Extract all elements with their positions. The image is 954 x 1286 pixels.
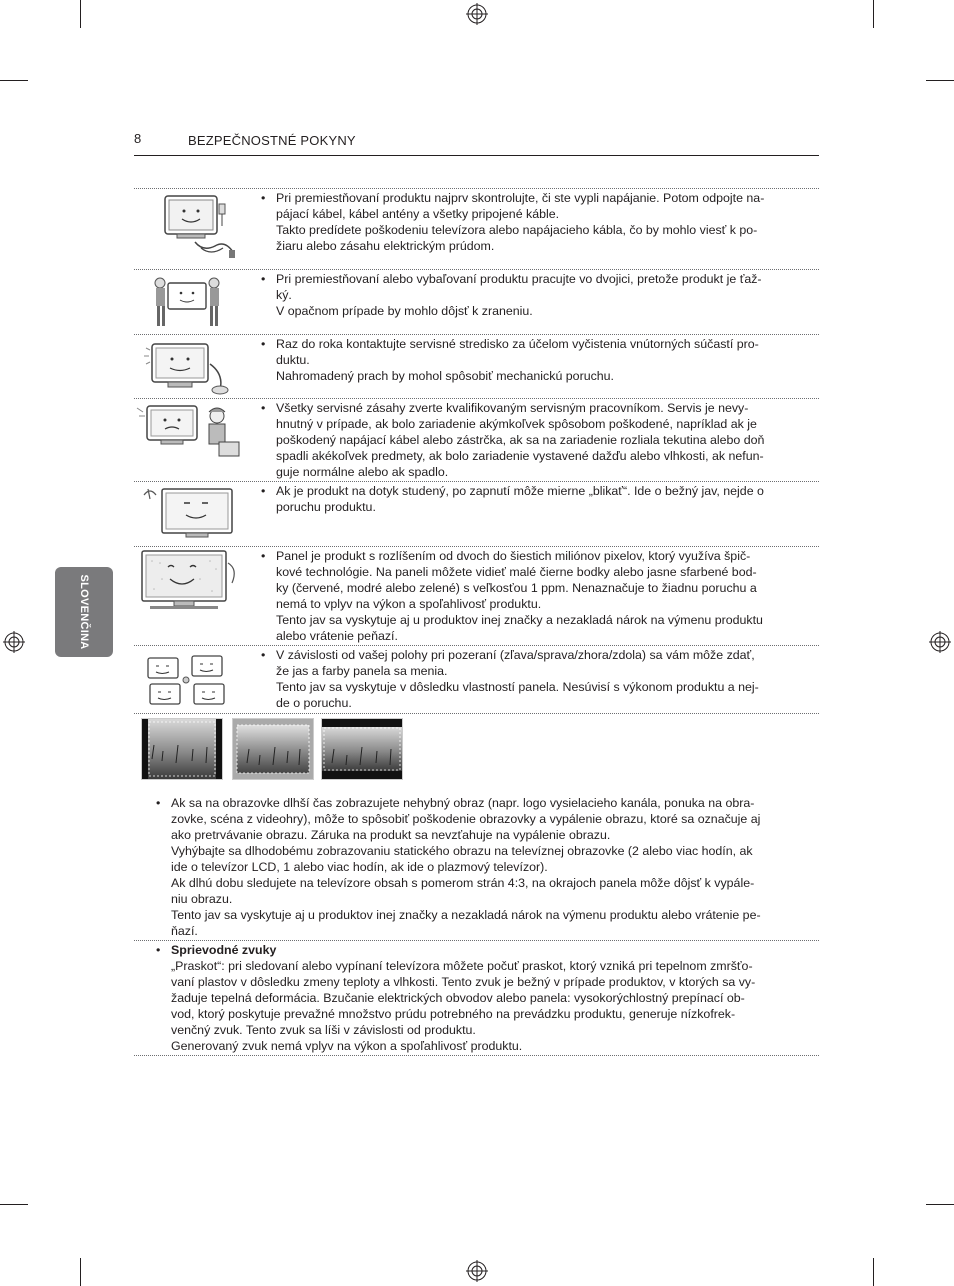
row-divider (134, 334, 819, 335)
row-divider (134, 1055, 819, 1056)
text-line: • Raz do roka kontaktujte servisné stredisko za účelom vyčistenia vnútorných súčastí pro- (276, 337, 759, 351)
text-line: • Ak je produkt na dotyk studený, po zapnutí môže mierne „blikať“. Ide o bežný jav, nejde o (276, 484, 764, 498)
row-divider (134, 398, 819, 399)
tv-service-technician-illustration (135, 402, 245, 464)
safety-item-7 (276, 647, 800, 711)
tv-pixel-panel-illustration (140, 549, 240, 613)
text-line: hnutný v prípade, ak bolo zariadenie akýmkoľvek spôsobom poškodené, napríklad ak je (276, 417, 757, 431)
text-line: ako pretrvávanie obrazu. Záruka na produkt sa nevzťahuje na vypálenie obrazu. (171, 828, 611, 842)
crop-mark (80, 1258, 81, 1286)
row-divider (134, 481, 819, 482)
text-line: Generovaný zvuk nemá vplyv na výkon a spoľahlivosť produktu. (171, 1039, 523, 1053)
tv-viewing-angles-illustration (142, 652, 232, 710)
language-tab-label: SLOVENČINA (78, 574, 90, 650)
crop-mark (0, 1204, 28, 1205)
text-line: Nahromadený prach by mohol spôsobiť mechanickú poruchu. (276, 369, 615, 383)
row-divider (134, 713, 819, 714)
sounds-heading: • Sprievodné zvuky (171, 943, 277, 957)
crop-mark (80, 0, 81, 28)
row-divider (134, 940, 819, 941)
text-line: • Pri premiestňovaní produktu najprv skontrolujte, či ste vypli napájanie. Potom odpojte na- (276, 191, 765, 205)
text-line: Ak dlhú dobu sledujete na televízore obsah s pomerom strán 4:3, na okrajoch panela môže dôjsť k vypále- (171, 876, 755, 890)
sounds-section (171, 942, 803, 1054)
burn-in-warning (171, 795, 803, 939)
text-line: že jas a farby panela sa menia. (276, 664, 448, 678)
safety-item-5 (276, 483, 800, 515)
safety-item-2 (276, 271, 800, 319)
safety-item-3 (276, 336, 800, 384)
safety-item-6 (276, 548, 800, 644)
registration-mark-icon (466, 3, 488, 25)
text-line: poruchu produktu. (276, 500, 376, 514)
row-divider (134, 269, 819, 270)
burn-in-photo-2 (232, 718, 314, 780)
two-people-carrying-tv-illustration (150, 273, 225, 329)
row-divider (134, 188, 819, 189)
text-line: Vyhýbajte sa dlhodobému zobrazovaniu statického obrazu na televíznej obrazovke (2 alebo viac hodín, ak (171, 844, 753, 858)
text-line: Takto predídete poškodeniu televízora alebo napájacieho kábla, čo by mohlo viesť k po- (276, 223, 758, 237)
text-line: Tento jav sa vyskytuje v dôsledku vlastností panela. Nesúvisí s výkonom produktu a nej- (276, 680, 759, 694)
burn-in-photo-3 (321, 718, 403, 780)
registration-mark-icon (466, 1260, 488, 1282)
burn-in-photo-1 (141, 718, 223, 780)
text-line: poškodený napájací kábel alebo zástrčka, ak sa na zariadenie rozliala tekutina alebo doň (276, 433, 765, 447)
tv-unplug-cables-illustration (155, 192, 245, 262)
text-line: „Praskot“: pri sledovaní alebo vypínaní televízora môžete počuť praskot, ktorý vzniká pri tepelnom zmršťo- (171, 959, 753, 973)
registration-mark-icon (929, 631, 951, 653)
text-line: duktu. (276, 353, 310, 367)
safety-item-4 (276, 400, 800, 480)
text-line: • Panel je produkt s rozlíšením od dvoch do šiestich miliónov pixelov, ktorý využíva špič- (276, 549, 751, 563)
text-line: • Pri premiestňovaní alebo vybaľovaní produktu pracujte vo dvojici, pretože produkt je ťaž- (276, 272, 762, 286)
text-line: venčný zvuk. Tento zvuk sa líši v závislosti od produktu. (171, 1023, 476, 1037)
text-line: ky (červené, modré alebo zelené) s veľkosťou 1 ppm. Nenaznačuje to žiadnu poruchu a (276, 581, 757, 595)
text-line: V opačnom prípade by mohlo dôjsť k zraneniu. (276, 304, 533, 318)
tv-blinking-cold-illustration (140, 485, 240, 545)
text-line: Tento jav sa vyskytuje aj u produktov inej značky a nezakladá nárok na výmenu produktu (276, 613, 763, 627)
text-line: niu obrazu. (171, 892, 233, 906)
registration-mark-icon (3, 631, 25, 653)
text-line: spadli akékoľvek predmety, ak bolo zariadenie vystavené dažďu alebo vlhkosti, ak nefun- (276, 449, 764, 463)
safety-item-1 (276, 190, 800, 254)
crop-mark (873, 1258, 874, 1286)
text-line: alebo vrátenie peňazí. (276, 629, 398, 643)
page-number: 8 (134, 131, 142, 146)
text-line: ký. (276, 288, 292, 302)
crop-mark (926, 1204, 954, 1205)
text-line: žiaru alebo zásahu elektrickým prúdom. (276, 239, 495, 253)
header-divider (134, 155, 819, 156)
text-line: Tento jav sa vyskytuje aj u produktov inej značky a nezakladá nárok na výmenu produktu alebo vrátenie pe- (171, 908, 761, 922)
row-divider (134, 645, 819, 646)
row-divider (134, 546, 819, 547)
text-line: žaduje tepelná deformácia. Bzučanie elektrických obvodov alebo panela: vysokorýchlostný prepínací ob- (171, 991, 745, 1005)
language-tab (55, 567, 113, 657)
tv-dust-cleaning-illustration (140, 338, 240, 398)
crop-mark (926, 80, 954, 81)
text-line: nemá to vplyv na výkon a spoľahlivosť produktu. (276, 597, 542, 611)
text-line: vaní plastov v dôsledku zmeny teploty a vlhkosti. Tento zvuk je bežný v prípade produktov, v ktorých sa vy- (171, 975, 756, 989)
text-line: • Všetky servisné zásahy zverte kvalifikovaným servisným pracovníkom. Servis je nevy- (276, 401, 749, 415)
text-line: ňazí. (171, 924, 198, 938)
section-title: BEZPEČNOSTNÉ POKYNY (188, 133, 356, 148)
crop-mark (873, 0, 874, 28)
text-line: zovke, scéna z videohry), môže to spôsobiť poškodenie obrazovky a vypálenie obrazu, ktoré sa označuje aj (171, 812, 761, 826)
text-line: kové technológie. Na paneli môžete vidieť malé čierne bodky alebo jasne sfarbené bod- (276, 565, 757, 579)
crop-mark (0, 80, 28, 81)
text-line: guje normálne alebo ak spadlo. (276, 465, 449, 479)
text-line: • V závislosti od vašej polohy pri pozeraní (zľava/sprava/zhora/zdola) sa vám môže zdať, (276, 648, 755, 662)
text-line: vod, ktorý poskytuje prevažné množstvo prúdu potrebného na prevádzku produktu, generuje nízkofrek- (171, 1007, 736, 1021)
text-line: pájací kábel, kábel antény a všetky pripojené káble. (276, 207, 560, 221)
text-line: • Ak sa na obrazovke dlhší čas zobrazujete nehybný obraz (napr. logo vysielacieho kanála, ponuka na obra- (171, 796, 755, 810)
text-line: ide o televízor LCD, 1 alebo viac hodín, ak ide o plazmový televízor). (171, 860, 548, 874)
text-line: de o poruchu. (276, 696, 352, 710)
